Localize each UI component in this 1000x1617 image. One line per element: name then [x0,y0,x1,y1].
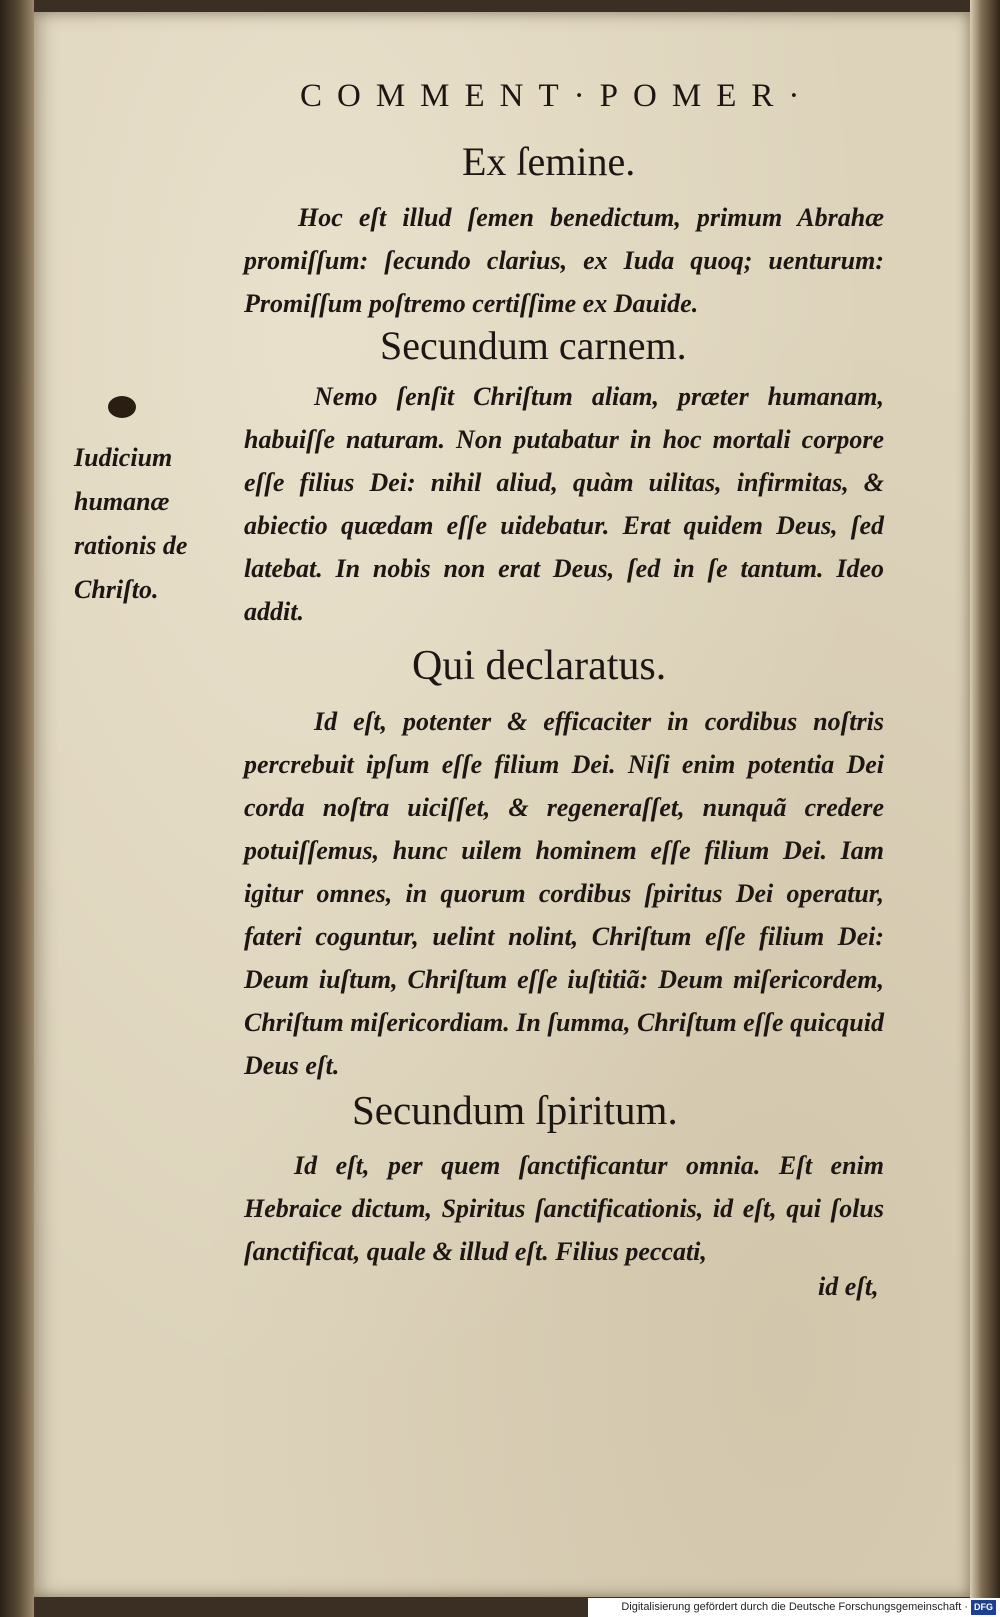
paragraph-ex-semine: Hoc eſt illud ſemen benedictum, primum Abrahæ promiſſum: ſecundo clarius, ex Iuda quoq; uenturum: Promiſſum poſtremo certiſſime ex Dauide. [244,203,884,318]
section-heading-secundum-spiritum: Secundum ſpiritum. [352,1087,678,1133]
paragraph-qui-declaratus: Id eſt, potenter & efficaciter in cordibus noſtris percrebuit ipſum eſſe filium Dei. Niſi enim potentia Dei corda noſtra uiciſſet, & regeneraſſet, nunquã credere potuiſſemus, hunc uilem hominem eſſe filium Dei. Iam igitur omnes, in quorum cordibus ſpiritus Dei operatur, fateri coguntur, uelint nolint, Chriſtum eſſe filium Dei: Deum iuſtum, Chriſtum eſſe iuſtitiã: Deum miſericordem, Chriſtum miſericordiam. In ſumma, Chriſtum eſſe quicquid Deus eſt. [244,707,884,1080]
book-edge-right [970,0,1000,1617]
ink-blot-mark [108,396,136,418]
footer-credit-text: Digitalisierung gefördert durch die Deutsche Forschungsgemeinschaft · [621,1601,968,1613]
book-spine-left [0,0,34,1617]
section-heading-qui-declaratus: Qui declaratus. [412,643,667,689]
running-head: COMMENT·POMER· [300,78,815,114]
catchword: id eſt, [818,1272,879,1301]
paragraph-secundum-spiritum: Id eſt, per quem ſanctificantur omnia. Eſt enim Hebraice dictum, Spiritus ſanctificationis, id eſt, qui ſolus ſanctificat, quale & illud eſt. Filius peccati, [244,1151,884,1266]
paragraph-secundum-carnem: Nemo ſenſit Chriſtum aliam, præter humanam, habuiſſe naturam. Non putabatur in hoc mortali corpore eſſe filius Dei: nihil aliud, quàm uilitas, infirmitas, & abiectio quædam eſſe uidebatur. Erat quidem Deus, ſed latebat. In nobis non erat Deus, ſed in ſe tantum. Ideo addit. [244,382,884,626]
section-heading-secundum-carnem: Secundum carnem. [380,323,687,368]
digitization-footer [588,1598,1000,1617]
section-heading-ex-semine: Ex ſemine. [462,139,636,184]
dfg-logo[interactable]: DFG [971,1600,996,1615]
marginal-note: Iudicium humanæ rationis de Chriſto. [74,443,188,604]
